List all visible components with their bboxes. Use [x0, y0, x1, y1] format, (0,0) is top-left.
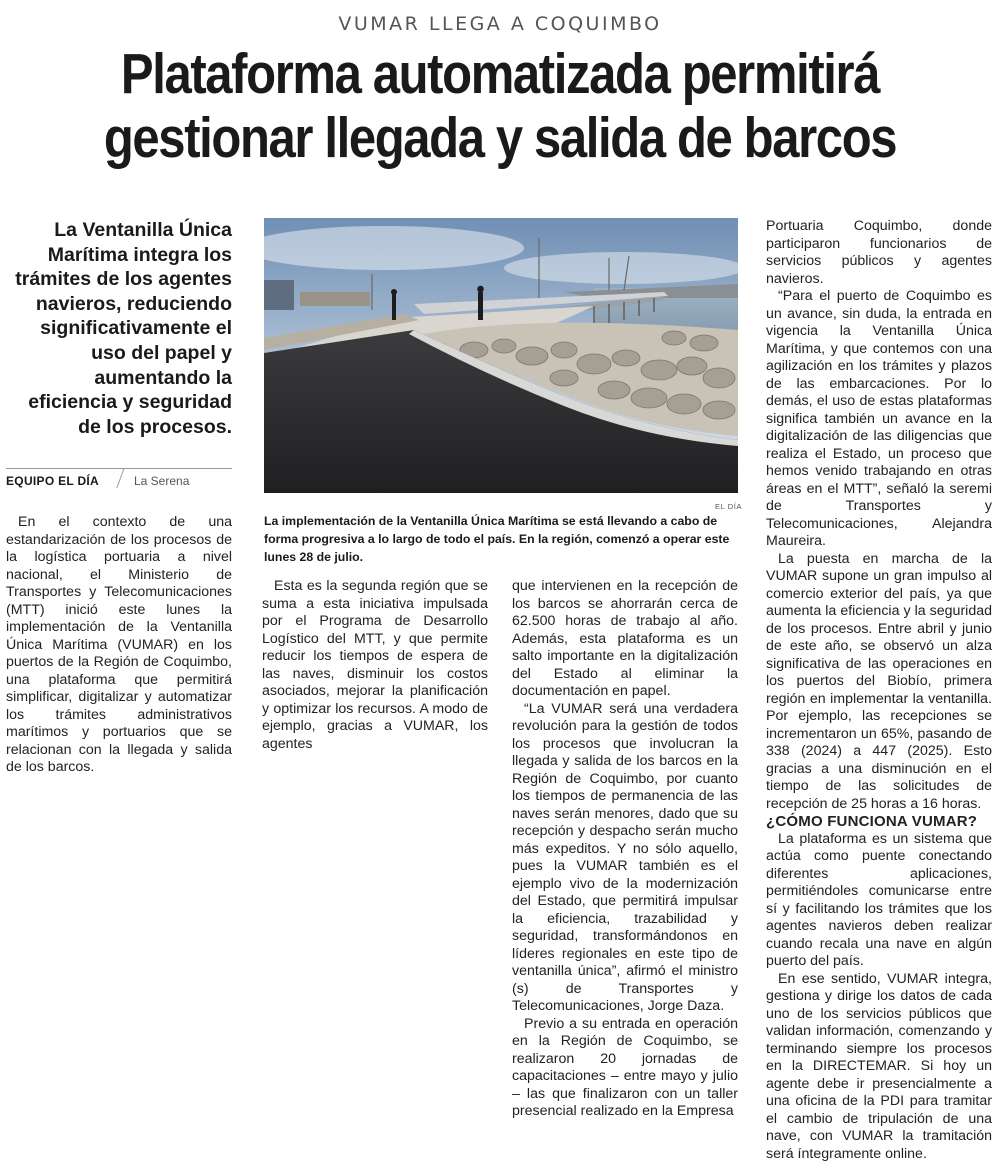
body-column-4 [766, 218, 992, 1163]
quote-paragraph: “La VUMAR será una verdadera revolución para la gestión de todos los procesos que involucran la llegada y salida de los barcos en la Región de Coquimbo, por cuanto los tiempos de permanencia de las naves serán menores, dado que su recepción y despacho serán mucho más expeditos. Y no sólo aquello, pues la VUMAR también es el ejemplo vivo de la modernización del Estado, que permitirá impulsar la eficiencia, trazabilidad y seguridad, transformándonos en líderes regionales en este tipo de ventanilla única”, afirmó el ministro (s) de Transportes y Telecomunicaciones, Jorge Daza. [512, 701, 738, 1016]
body-paragraph: que intervienen en la recepción de los barcos se ahorrarán cerca de 62.500 horas de trabajo al año. Además, esta plataforma es un salto importante en la digitalización del Estado al eliminar la documentación en papel. [512, 578, 738, 701]
body-paragraph: En el contexto de una estandarización de los procesos de la logística portuaria a nivel nacional, el Ministerio de Transportes y Telecomunicaciones (MTT) inició este lunes la implementación de la Ventanilla Única Marítima (VUMAR) en los puertos de la Región de Coquimbo, una plataforma que permitirá simplificar, digitalizar y automatizar los trámites administrativos marítimos y portuarios que se relacionan con la llegada y salida de los barcos. [6, 514, 232, 777]
body-column-3 [512, 578, 738, 1121]
section-subhead: ¿CÓMO FUNCIONA VUMAR? [766, 813, 992, 831]
body-paragraph: Previo a su entrada en operación en la Región de Coquimbo, se realizaron 20 jornadas de capacitaciones – entre mayo y julio – las que finalizaron con un taller presencial realizado en la Empresa [512, 1016, 738, 1121]
byline-location: La Serena [134, 474, 189, 488]
headline-line-2: gestionar llegada y salida de barcos [87, 106, 913, 170]
byline-author: EQUIPO EL DÍA [6, 474, 99, 488]
body-paragraph: La puesta en marcha de la VUMAR supone un gran impulso al comercio exterior del país, ya que aumenta la eficiencia y la seguridad de los procesos. Entre abril y junio de este año, se observó un alza significativa de las operaciones en los puertos del Biobío, primera región en implementar la ventanilla. Por ejemplo, las recepciones se incrementaron un 65%, pasando de 338 (2024) a 447 (2025). Esto gracias a una disminución en el tiempo de las solicitudes de recepción de 25 horas a 16 horas. [766, 551, 992, 814]
body-column-1 [6, 514, 232, 777]
byline-divider [116, 468, 124, 488]
article-photo [264, 218, 738, 493]
photo-credit: EL DÍA [715, 502, 742, 511]
body-paragraph: Portuaria Coquimbo, donde participaron funcionarios de servicios públicos y agentes navieros. [766, 218, 992, 288]
quote-paragraph: “Para el puerto de Coquimbo es un avance, sin duda, la entrada en vigencia la Ventanilla Única Marítima, y que contemos con una agilización en los trámites y plazos de las embarcaciones. Por lo demás, el uso de estas plataformas significa también un avance en la digitalización de las diligencias que realiza el Estado, un proceso que hemos venido trabajando en otras áreas en el MTT”, señaló la seremi de Transportes y Telecomunicaciones, Alejandra Maureira. [766, 288, 992, 551]
headline [87, 42, 913, 170]
body-paragraph: La plataforma es un sistema que actúa como puente conectando diferentes aplicaciones, permitiéndoles comunicarse entre sí y facilitando los trámites que los agentes navieros deben realizar cuando recala una nave en algún puerto del país. [766, 831, 992, 971]
lead-paragraph: La Ventanilla Única Marítima integra los trámites de los agentes navieros, reduciendo significativamente el uso del papel y aumentando la eficiencia y seguridad de los procesos. [8, 218, 232, 439]
body-column-2 [262, 578, 488, 753]
body-paragraph: En ese sentido, VUMAR integra, gestiona y dirige los datos de cada uno de los servicios públicos que validan información, comenzando y terminando siempre los procesos en la DIRECTEMAR. Si hoy un agente debe ir presencialmente a una oficina de la PDI para tramitar el cambio de tripulación de una nave, con VUMAR la tramitación será íntegramente online. [766, 971, 992, 1163]
kicker: VUMAR LLEGA A COQUIMBO [0, 13, 1000, 35]
body-paragraph: Esta es la segunda región que se suma a esta iniciativa impulsada por el Programa de Desarrollo Logístico del MTT, y que permite reducir los tiempos de espera de las naves, disminuir los costos asociados, mejorar la planificación y optimizar los recursos. A modo de ejemplo, gracias a VUMAR, los agentes [262, 578, 488, 753]
byline [6, 468, 232, 491]
photo-caption: La implementación de la Ventanilla Única Marítima se está llevando a cabo de forma progresiva a lo largo de todo el país. En la región, comenzó a operar este lunes 28 de julio. [264, 512, 738, 566]
pier-photo-illustration [264, 218, 738, 493]
headline-line-1: Plataforma automatizada permitirá [87, 42, 913, 106]
